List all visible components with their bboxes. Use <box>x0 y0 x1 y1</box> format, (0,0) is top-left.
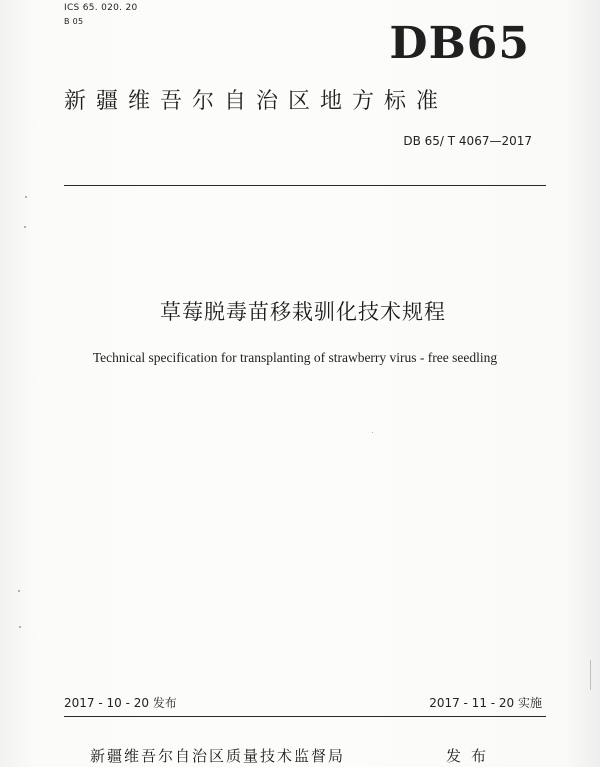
standard-logo: DB65 <box>389 18 530 69</box>
issue-date: 2017 - 10 - 20 发布 <box>64 696 177 710</box>
ccs-code: B 05 <box>64 17 84 26</box>
bottom-divider <box>64 716 546 717</box>
standard-number: DB 65/ T 4067—2017 <box>403 134 532 148</box>
scan-speck <box>19 626 21 628</box>
scan-speck <box>18 590 20 592</box>
standard-type-heading: 新疆维吾尔自治区地方标准 <box>64 89 449 114</box>
document-title-english: Technical specification for transplanting of strawberry virus - free seedling <box>92 350 498 365</box>
publisher-name: 新疆维吾尔自治区质量技术监督局 <box>90 747 346 765</box>
scan-speck <box>24 226 26 228</box>
scan-speck <box>372 432 373 433</box>
document-title-chinese: 草莓脱毒苗移栽驯化技术规程 <box>160 300 446 324</box>
publish-label: 发布 <box>446 747 497 765</box>
scan-edge-mark <box>590 660 591 690</box>
scan-speck <box>25 196 27 198</box>
implementation-date: 2017 - 11 - 20 实施 <box>429 696 542 710</box>
ics-code: ICS 65. 020. 20 <box>64 3 138 13</box>
top-divider <box>64 185 546 186</box>
